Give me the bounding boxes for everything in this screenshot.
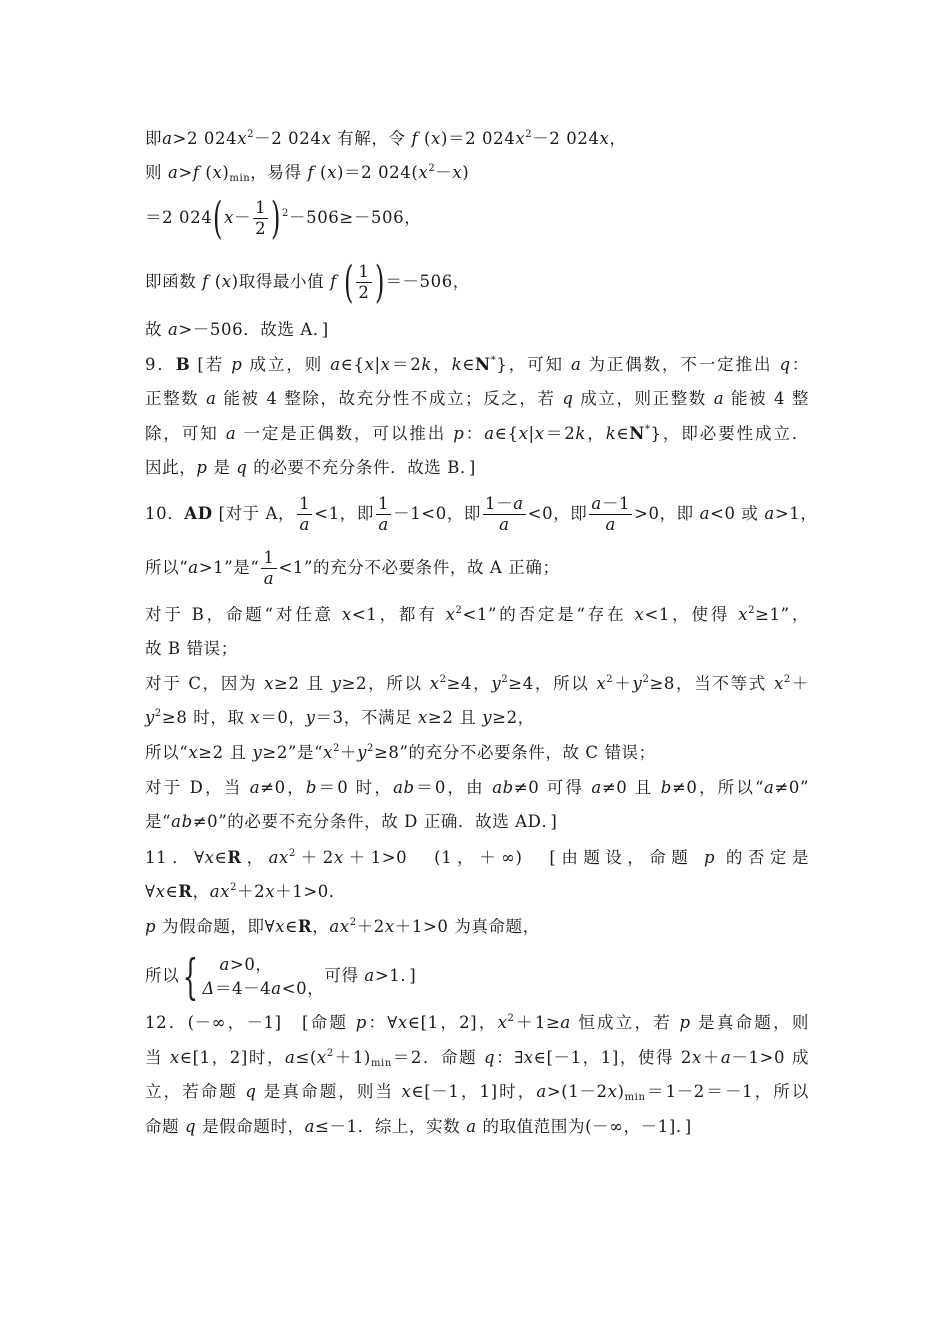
line-22: 所以{ a>0， Δ＝4－4a<0， 可得 a>1．] xyxy=(145,948,417,1005)
line-17: 对于 D，当 a≠0，b＝0 时，ab＝0，由 ab≠0 可得 a≠0 且 b≠0，所以“a≠0” xyxy=(145,778,810,797)
line-15: $y^2\ge 8$ 时，取 x＝0，y＝3，不满足 x≥2 且 y≥2， xyxy=(145,708,535,727)
line-26: 命题 q 是假命题时，a≤－1．综上，实数 a 的取值范围为(－∞，－1]．] xyxy=(145,1117,692,1136)
line-20: ∀x∈R，$ax^2+2x+1>0$． xyxy=(145,882,346,901)
line-21: p 为假命题，即∀x∈R，$ax^2+2x+1>0$ 为真命题， xyxy=(145,917,540,936)
line-10: 10．AD [对于 A， $\frac{1}{a}$ <1，即 $\frac{1}{a}$ －1<0，即 $\frac{1-a}{a}$ <0，即 $\frac{a-1}{a}$ >0，即 a<0 或 a>1， xyxy=(145,494,818,534)
line-13: 故 B 错误； xyxy=(145,639,238,658)
line-18: 是“ab≠0”的必要不充分条件，故 D 正确．故选 AD．] xyxy=(145,812,558,831)
line-23: 12．(－∞，－1] [命题 p：∀x∈[1，2]，$x^2+1\ge a$ 恒成立，若 p 是真命题，则 xyxy=(145,1013,809,1032)
line-2: 则 a>f $(x)_{min}$，易得 f (x)＝2 $024(x^2-x)$ xyxy=(145,163,470,184)
line-12: 对于 B，命题“对任意 x<1，都有 $x^2<1$”的否定是“存在 x<1，使得 $x^2\ge 1$”， xyxy=(145,605,809,624)
line-5: 故 a>－506．故选 A．] xyxy=(145,320,329,339)
line-19: 11．∀x∈R，$ax^2+2x+1>0$ (1，＋∞) [由题设，命题 p 的否定是 xyxy=(145,848,810,867)
line-16: 所以“x≥2 且 y≥2”是“$x^2+y^2\ge 8$”的充分不必要条件，故 C 错误； xyxy=(145,743,656,762)
line-14: 对于 C，因为 x≥2 且 y≥2，所以 $x^2\ge 4$，$y^2\ge 4$，所以 $x^2+y^2\ge 8$，当不等式 $x^2+$ xyxy=(145,674,810,693)
line-11: 所以“a>1”是“ $\frac{1}{a}$ <1”的充分不必要条件，故 A 正确； xyxy=(145,548,560,588)
line-25: 立，若命题 q 是真命题，则当 x∈[－1，1]时，$a>(1-2x)_{min}=1-2=-1$，所以 xyxy=(145,1082,810,1103)
line-6: 9．B [若 p 成立，则 a∈{x|x＝2k，k∈N*}，可知 a 为正偶数，不一定推出 q： xyxy=(145,355,810,374)
line-3: ＝2 024(x－ $\frac{1}{2}$ )$^2$－506≥－506， xyxy=(145,192,422,244)
line-24: 当 x∈[1，2]时，$a\le(x^2+1)_{min}=2$．命题 q：∃x∈[－1，1]，使得 2x＋a－1>0 成 xyxy=(145,1048,809,1069)
line-1: 即a>2 $024x^2-2$ 024x 有解，令 f (x)＝2 $024x^2-2$ 024x， xyxy=(145,129,627,148)
line-7: 正整数 a 能被 4 整除，故充分性不成立；反之，若 q 成立，则正整数 a 能被 4 整 xyxy=(145,389,809,408)
line-8: 除，可知 a 一定是正偶数，可以推出 p：a∈{x|x＝2k，k∈N*}，即必要性成立． xyxy=(145,424,809,443)
line-4: 即函数 f (x)取得最小值 f ( $\frac{1}{2}$ )＝－506， xyxy=(145,256,470,308)
line-9: 因此，p 是 q 的必要不充分条件．故选 B．] xyxy=(145,458,476,477)
